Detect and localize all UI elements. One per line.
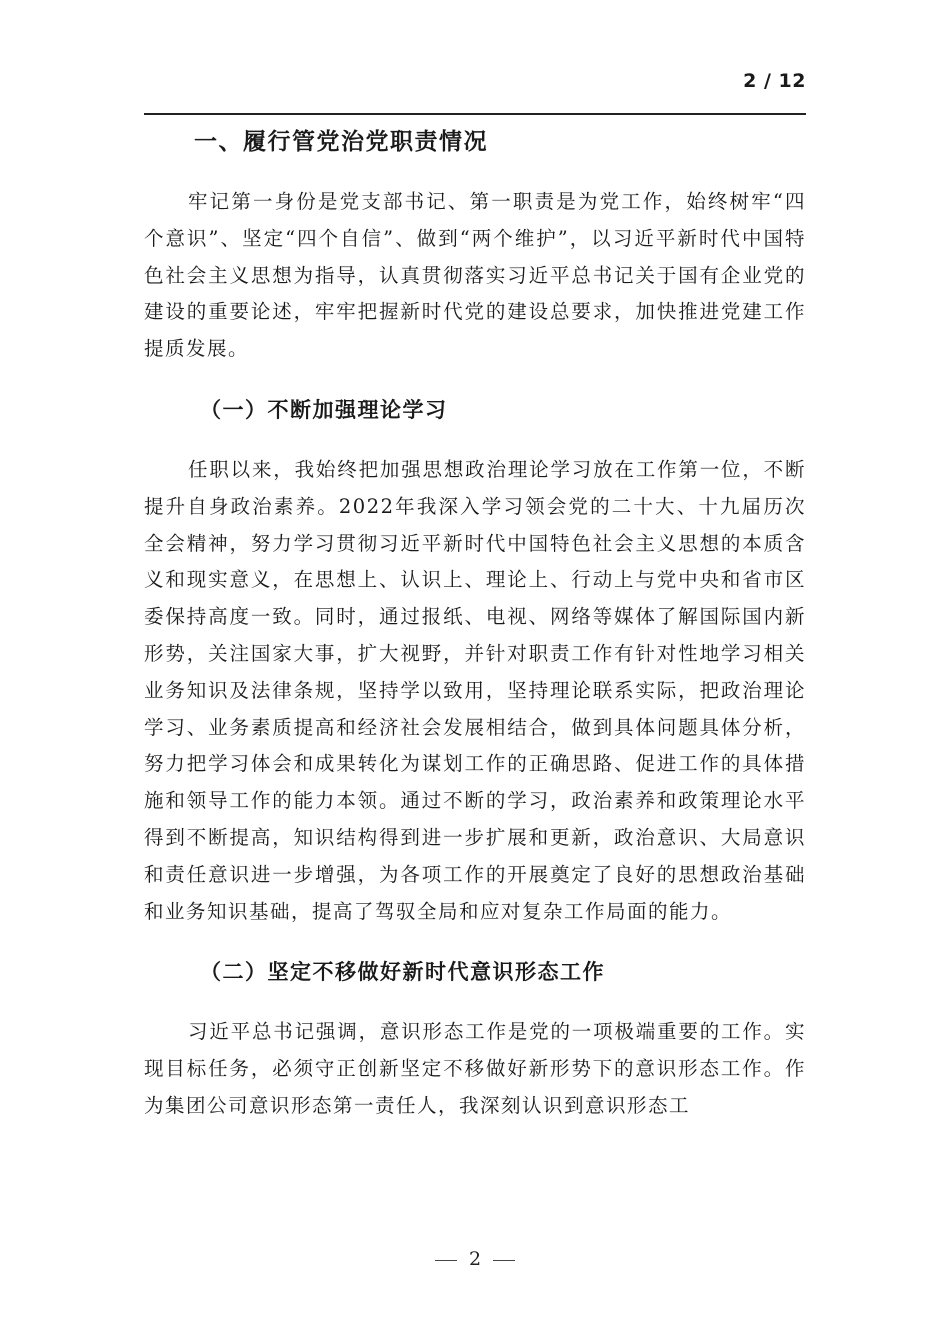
header-divider: [144, 113, 806, 115]
subheading-theory-study: （一）不断加强理论学习: [200, 397, 448, 422]
footer-dash-left: [435, 1260, 457, 1261]
section-heading-main: 一、履行管党治党职责情况: [194, 129, 488, 155]
footer-dash-right: [493, 1260, 515, 1261]
document-body: [144, 124, 806, 1125]
footer-page-number: [0, 1248, 950, 1270]
page-counter: 2 / 12: [743, 70, 806, 92]
footer-page-number-text: 2: [468, 1248, 482, 1270]
subheading-ideology-work: （二）坚定不移做好新时代意识形态工作: [200, 960, 605, 985]
intro-paragraph: 牢记第一身份是党支部书记、第一职责是为党工作，始终树牢“四个意识”、坚定“四个自信”、做到“两个维护”，以习近平新时代中国特色社会主义思想为指导，认真贯彻落实习近平总书记关于国有企业党的建设的重要论述，牢牢把握新时代党的建设总要求，加快推进党建工作提质发展。: [144, 190, 806, 361]
paragraph-theory-study: 任职以来，我始终把加强思想政治理论学习放在工作第一位，不断提升自身政治素养。2022年我深入学习领会党的二十大、十九届历次全会精神，努力学习贯彻习近平新时代中国特色社会主义思想的本质含义和现实意义，在思想上、认识上、理论上、行动上与党中央和省市区委保持高度一致。同时，通过报纸、电视、网络等媒体了解国际国内新形势，关注国家大事，扩大视野，并针对职责工作有针对性地学习相关业务知识及法律条规，坚持学以致用，坚持理论联系实际，把政治理论学习、业务素质提高和经济社会发展相结合，做到具体问题具体分析，努力把学习体会和成果转化为谋划工作的正确思路、促进工作的具体措施和领导工作的能力本领。通过不断的学习，政治素养和政策理论水平得到不断提高，知识结构得到进一步扩展和更新，政治意识、大局意识和责任意识进一步增强，为各项工作的开展奠定了良好的思想政治基础和业务知识基础，提高了驾驭全局和应对复杂工作局面的能力。: [144, 457, 806, 923]
paragraph-ideology-work: 习近平总书记强调，意识形态工作是党的一项极端重要的工作。实现目标任务，必须守正创新坚定不移做好新形势下的意识形态工作。作为集团公司意识形态第一责任人，我深刻认识到意识形态工: [144, 1020, 806, 1117]
